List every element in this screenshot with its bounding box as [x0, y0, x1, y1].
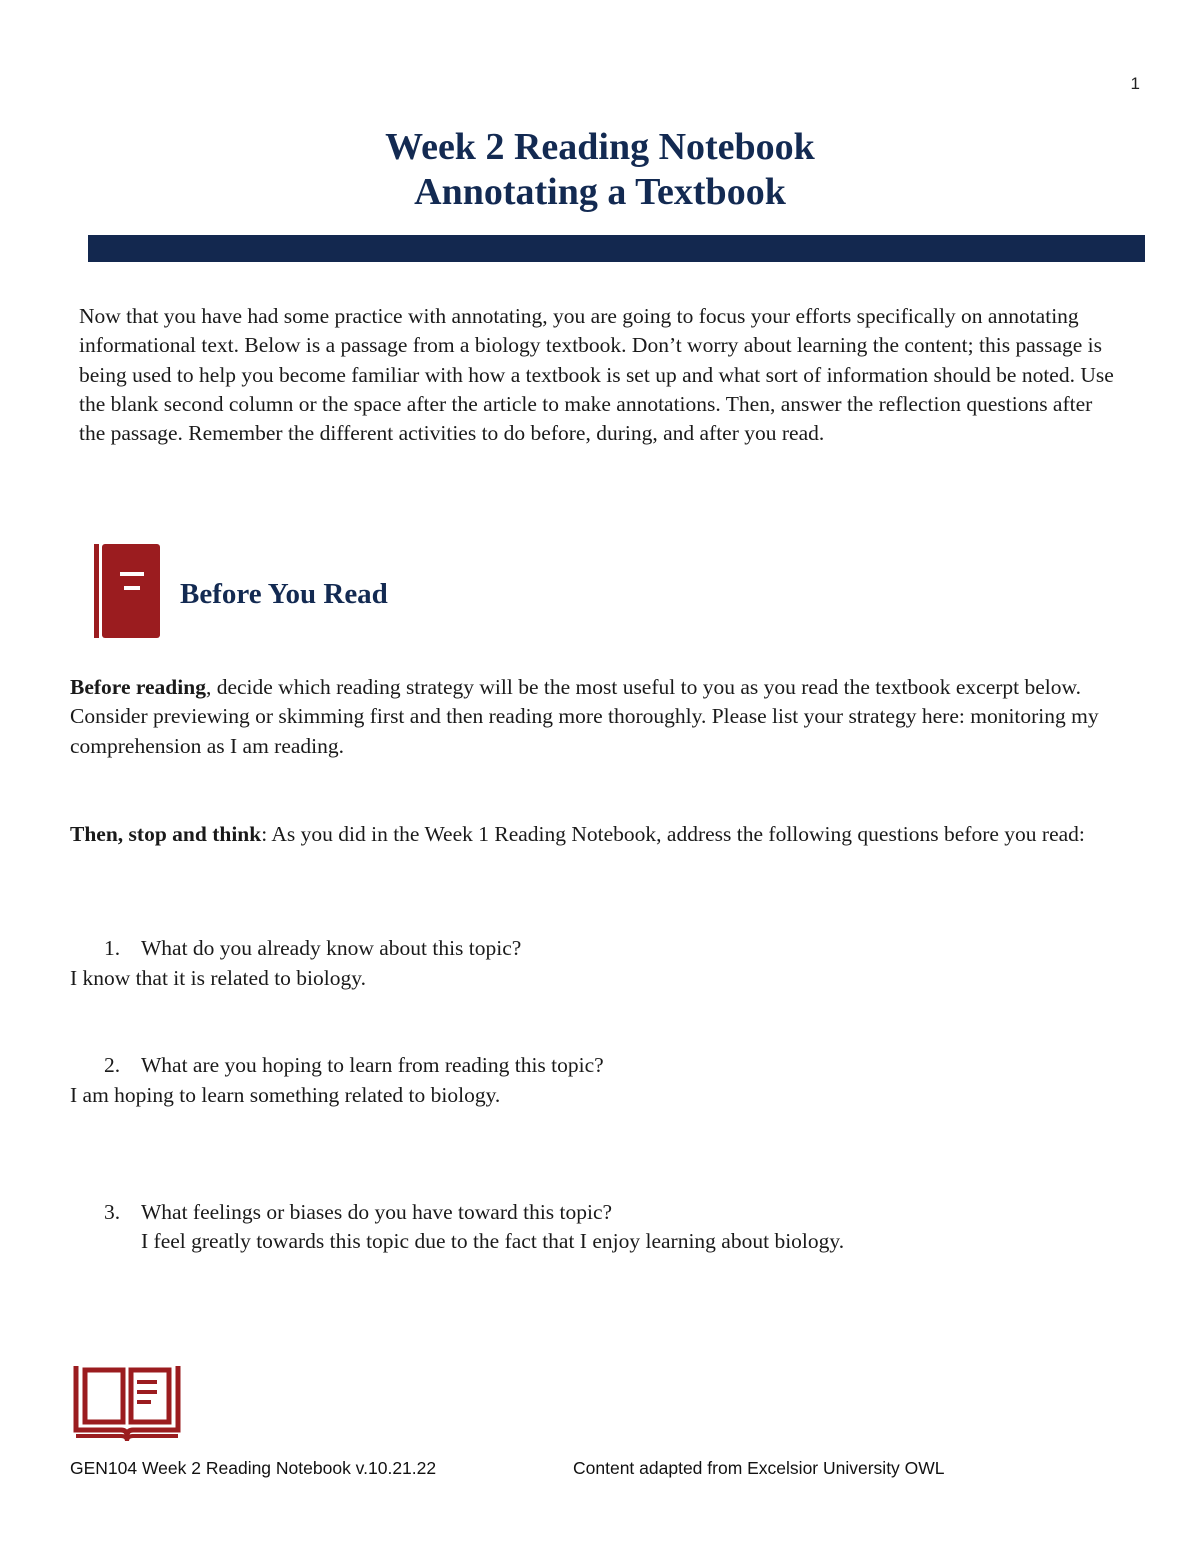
- section-heading: Before You Read: [180, 578, 388, 610]
- question-number: 3.: [104, 1200, 121, 1224]
- footer-version: GEN104 Week 2 Reading Notebook v.10.21.22: [70, 1458, 437, 1478]
- question-number: 1.: [104, 936, 121, 960]
- intro-paragraph: Now that you have had some practice with annotating, you are going to focus your efforts specifically on annotating informational text. Below is a passage from a biology textbook. Don’t worry about learning the content; this passage is being used to help you become familiar with how a textbook is set up and what sort of information should be noted. Use the blank second column or the space after the article to make annotations. Then, answer the reflection questions after the passage. Remember the different activities to do before, during, and after you read.: [79, 304, 1114, 446]
- page-subtitle: Annotating a Textbook: [414, 171, 786, 213]
- closed-book-icon: [92, 542, 162, 640]
- answer-text: I feel greatly towards this topic due to the fact that I enjoy learning about biology.: [141, 1229, 845, 1253]
- stop-and-think-lead: Then, stop and think: [70, 822, 262, 846]
- before-reading-lead: Before reading: [70, 675, 206, 699]
- page-number: 1: [1130, 74, 1140, 93]
- question-text: What feelings or biases do you have toward this topic?: [141, 1200, 613, 1224]
- title-divider-bar: [88, 235, 1145, 262]
- question-text: What are you hoping to learn from reading this topic?: [141, 1053, 604, 1077]
- stop-and-think-paragraph: [70, 820, 1140, 849]
- question-text: What do you already know about this topic?: [141, 936, 522, 960]
- page-title: Week 2 Reading Notebook: [385, 126, 815, 168]
- footer-attribution: Content adapted from Excelsior University OWL: [573, 1458, 945, 1478]
- before-reading-text: , decide which reading strategy will be the most useful to you as you read the textbook excerpt below. Consider previewing or skimming first and then reading more thoroughly. Please list your strategy here: monitoring my comprehension as I am reading.: [70, 675, 1099, 758]
- question-number: 2.: [104, 1053, 121, 1077]
- stop-and-think-text: : As you did in the Week 1 Reading Notebook, address the following questions before you read:: [261, 822, 1085, 846]
- answer-text: I know that it is related to biology.: [70, 966, 366, 990]
- answer-text: I am hoping to learn something related to biology.: [70, 1083, 501, 1107]
- before-reading-paragraph: [70, 673, 1140, 761]
- open-book-icon: [73, 1360, 181, 1442]
